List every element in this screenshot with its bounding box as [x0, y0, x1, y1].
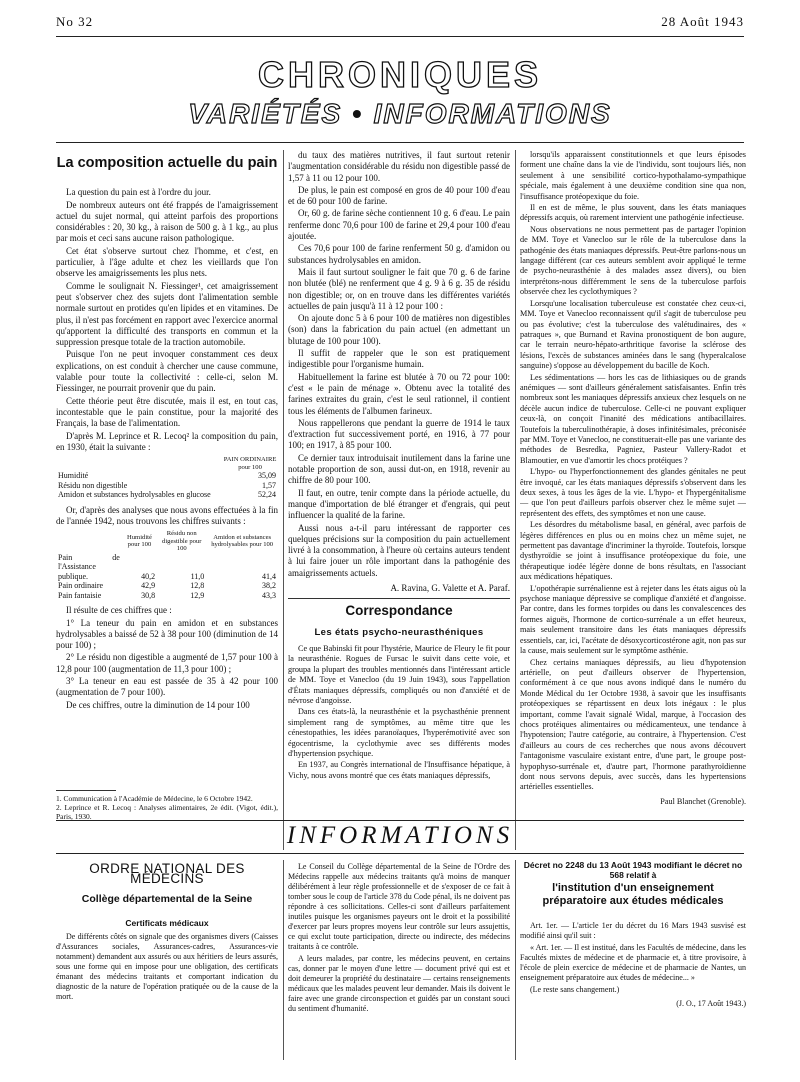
paragraph: Les sédimentations — hors les cas de lithiasiques ou de grands anémiques — sont d'ailleurs généralement satisfaisantes. Enfin très nombreux sont les maniaques dépressifs anxieux chez lesquels on ne décèle aucun indice de tuberculose. Celle-ci ne pouvant expliquer ceux-là, on conçoit l'inanité des médications antibacillaires. Toutefois la tuberculinothérapie, à doses infinitésimales, préconisée par MM. Toye et Vanecloo, ne constituerait-elle pas une variante des méthodes de Besredka, Pagniez, Pasteur Vallery-Radot et Blamoutier, en vue d'amortir les chocs protéiques ?	[520, 372, 746, 465]
issue-number: No 32	[56, 14, 94, 29]
paragraph: Puisque l'on ne peut invoquer constamment ces deux explications, on est conduit à chercher une cause commune, valable pour toute la collectivité : celle-ci, selon M. Fiessinger, ne pourrait provenir que du pain.	[56, 349, 278, 394]
paragraph: De ces chiffres, outre la diminution de 14 pour 100	[66, 699, 250, 710]
header-rule	[56, 36, 744, 37]
paragraph: Art. 1er. — L'article 1er du décret du 16 Mars 1943 susvisé est modifié ainsi qu'il suit :	[520, 921, 746, 940]
paragraph: L'opothérapie surrénalienne est à rejeter dans les états aigus où la psychose maniaque dépressive se complique d'anxiété et d'angoisse. Par contre, dans les formes torpides ou dans les convalescences des formes aiguës, l'hormone de cortico-surrénale a un effet heureux, mais seulement transitoire dans les états maniaques dépressifs essentiels, car, ici, l'acétate de désoxycorticostérone agit, non pas sur la cause, mais seulement sur le symptôme asthénie.	[520, 583, 746, 656]
paragraph: Cette théorie peut être discutée, mais il est, en tout cas, incontestable que le pain constitue, pour la majorité des Français, la base de l'alimentation.	[56, 395, 278, 429]
table-row: Pain de l'Assistance publique. 40,2 11,0 41,4	[58, 552, 276, 581]
footnote-rule	[56, 790, 116, 791]
informations-title: INFORMATIONS	[286, 822, 514, 849]
table-unit: pour 100	[238, 463, 262, 471]
masthead-rule	[56, 142, 744, 143]
section-rule	[56, 820, 744, 821]
paragraph: Il faut, en outre, tenir compte dans la période actuelle, du manque d'importation de blé étranger et d'engrais, qui peut influencer la qualité de la farine.	[288, 487, 510, 521]
article-bread-col1	[56, 150, 278, 780]
paragraph: La question du pain est à l'ordre du jour.	[66, 187, 211, 198]
table-row: Amidon et substances hydrolysables en glucose 52,24	[58, 490, 276, 500]
paragraph: Lorsqu'une localisation tuberculeuse est constatée chez ceux-ci, MM. Toye et Vanecloo reconnaissent qu'il s'agit de tuberculose peu ou pas évolutive; c'est la tuberculose des valétudinaires, des « patraques », que Burnand et Ravina pronostiquent de bon augure, car le terrain neuro-hépato-arthritique favorise la sclérose des lésions, l'excès de substances aminées dans le sang (hyperalcalose sanguine) s'oppose au développement du bacille de Koch.	[520, 298, 746, 371]
decree-source: (J. O., 17 Août 1943.)	[676, 999, 746, 1008]
masthead-title: CHRONIQUES	[257, 54, 543, 95]
section-subtitle: Les états psycho-neurasthéniques	[314, 626, 484, 638]
section-title: Correspondance	[288, 598, 510, 616]
paragraph: 1° La teneur du pain en amidon et en substances hydrolysables a baissé de 52 à 38 pour 100 (diminution de 14 pour 100) ;	[56, 617, 278, 651]
paragraph: Habituellement la farine est blutée à 70 ou 72 pour 100: c'est « le pain de ménage ». Obtenu avec la totalité des farines extraites du grain, c'est le seul rationnel, il contient tous les éléments de l'albumen farineux.	[288, 371, 510, 416]
decree-title: l'institution d'un enseignement préparatoire aux études médicales	[542, 882, 724, 907]
paragraph: Il résulte de ces chiffres que :	[66, 605, 172, 616]
onm-subtitle: Collège départemental de la Seine	[81, 893, 253, 905]
onm-section-title: Certificats médicaux	[125, 918, 209, 928]
paragraph: Chez certains maniaques dépressifs, au lieu d'hypotension artérielle, on peut d'ailleurs observer de l'hypertension, conformément à ce que nous avons indiqué dans le numéro du Monde Médical du 1er Octobre 1938, à savoir que les insuffisants protéopexiques se répartissent en deux lots inégaux : le plus important, comme l'avait signalé Widal, marque, à l'occasion des chocs protéiques alimentaires ou médicamenteux, une tendance à l'hypotension; l'autre catégorie, au contraire, à l'hypertension. C'est d'ailleurs au cours de ces recherches que nous avons découvert l'antagonisme vasculaire existant entre, d'une part, le groupe post-hypophyso-surrénale et, d'autre part, l'hormone parathyroïdienne dont nous servons depuis, avec succès, dans les hypertensions artérielles essentielles.	[520, 657, 746, 792]
footnote: 2. Leprince et R. Lecoq : Analyses alimentaires, 2e édit. (Vigot, édit.), Paris, 1930.	[56, 803, 278, 821]
paragraph: Il en est de même, le plus souvent, dans les états maniaques dépressifs acquis, où rarement intervient une pathogénie infectieuse.	[520, 203, 746, 223]
paragraph: Ce dernier taux introduisait inutilement dans la farine une notable proportion de son, aussi dut-on, en 1918, revenir au chiffre de 80 pour 100.	[288, 452, 510, 486]
table-row: Humidité 35,09	[58, 471, 276, 481]
paragraph: L'hypo- ou l'hyperfonctionnement des glandes génitales ne peut être invoqué, car les états maniaques dépressifs s'observent dans les deux sexes, à tous les âges de la vie. L'hypo- et l'hypergénitalisme — que l'on peut d'ailleurs parfois observer chez le même sujet — représentent des effets, des symptômes et non une cause.	[520, 467, 746, 518]
section-rule	[56, 853, 744, 854]
column-divider	[515, 150, 516, 850]
paragraph: (Le reste sans changement.)	[530, 985, 620, 994]
correspondance-signature: Paul Blanchet (Grenoble).	[660, 796, 746, 806]
decree-block	[520, 860, 746, 1009]
masthead	[0, 54, 800, 130]
table-row: Résidu non digestible 1,57	[58, 480, 276, 490]
paragraph: Nous rappellerons que pendant la guerre de 1914 le taux d'extraction fut successivement porté, en 1916, à 77 pour 100; en 1917, à 85 pour 100.	[288, 417, 510, 451]
column-divider	[283, 150, 284, 850]
paragraph: 2° Le résidu non digestible a augmenté de 1,57 pour 100 à 12,8 pour 100 (augmentation de 11,3 pour 100) ;	[56, 652, 278, 674]
column-divider	[283, 860, 284, 1060]
paragraph: Il suffit de rappeler que le son est pratiquement indigestible pour l'organisme humain.	[288, 348, 510, 370]
issue-date: 28 Août 1943	[661, 14, 744, 29]
paragraph: lorsqu'ils apparaissent constitutionnels et que leurs épisodes forment une chaîne dans la vie de l'individu, sont toujours liés, non seulement à une sensibilité cortico-hypothalamo-sympathique spéciale, mais également à une deuxième condition sine qua non, l'insuffisance protéopexique du foie.	[520, 150, 746, 201]
paragraph: On ajoute donc 5 à 6 pour 100 de matières non digestibles (son) dans la fabrication du pain actuel (en admettant un blutage de 100 pour 100).	[288, 313, 510, 346]
paragraph: Aussi nous a-t-il paru intéressant de rapporter ces quelques précisions sur la composition du pain actuellement livré à la consommation, à l'heure où certains auteurs tendent à lui faire jouer un rôle important dans la pathogénie des amaigrissements actuels.	[288, 522, 510, 578]
paragraph: De différents côtés on signale que des organismes divers (Caisses d'Assurances sociales, Assurances-cadres, Assurances-vie notamment) demandent aux assurés ou aux héritiers de leurs assurés, sous une forme qui en impose pour une obligation, des certificats émanant des médecins traitants et comportant indication du diagnostic de la nature de l'opération pratiquée ou de la cause de la mort.	[56, 932, 278, 1001]
footnote: 1. Communication à l'Académie de Médecine, le 6 Octobre 1942.	[56, 794, 253, 803]
correspondance-col3	[520, 150, 746, 810]
masthead-bullet: •	[352, 98, 364, 129]
column-divider	[515, 860, 516, 1060]
decree-heading: Décret no 2248 du 13 Août 1943 modifiant le décret no 568 relatif à	[523, 860, 743, 880]
paragraph: Le Conseil du Collège départemental de la Seine de l'Ordre des Médecins rappelle aux médecins traitants qu'à moins de manquer délibérément à leur règle professionnelle et de s'exposer de ce fait à tomber sous le coup de l'article 378 du Code pénal, ils ne doivent pas répondre à ces sollicitations. Celles-ci sont d'ailleurs parfaitement inutiles puisque les organismes payeurs ont le droit et la possibilité d'exercer par leurs propres moyens leur contrôle sur leurs assujettis, ce qui exclut toute participation, directe ou indirecte, des médecins traitants à ce contrôle.	[288, 862, 510, 951]
article-bread-col2	[288, 150, 510, 810]
paragraph: Comme le soulignait N. Fiessinger¹, cet amaigrissement peut s'observer chez des sujets dont l'alimentation semble normale surtout en protides qu'en lipides et en vitamines. De plus, il n'est pas forcément en rapport avec l'exercice anormal qu'apportent la difficulté des transports en commun et la suppression presque totale de la traction automobile.	[56, 280, 278, 348]
paragraph: En 1937, au Congrès international de l'Insuffisance hépatique, à Vichy, nous avons montré que ces états maniaques dépressifs,	[288, 760, 510, 780]
paragraph: Dans ces états-là, la neurasthénie et la psychasthénie prennent simplement rang de symptômes, au même titre que les cénestopathies, les idées paranoïaques, l'hyperémotivité avec son égocentrisme, la cyclothymie avec ses différents modes d'hypertension psychique.	[288, 707, 510, 758]
masthead-subtitle	[0, 98, 800, 130]
table-row: Pain fantaisie 30,8 12,9 43,3	[58, 590, 276, 600]
footnotes	[56, 790, 278, 821]
paragraph: Or, 60 g. de farine sèche contiennent 10 g. 6 d'eau. Le pain renferme donc 70,6 pour 100 de farine et 29,4 pour 100 d'eau ajoutée.	[288, 208, 510, 242]
paragraph: Nous observations ne nous permettent pas de partager l'opinion de MM. Toye et Vanecloo sur le rôle de la tuberculose dans la pathogénie des états maniaques dépressifs. Peut-être parlons-nous un langage différent (car ces auteurs semblent avoir appliqué le terme de psycho-neurasthénie à des malades assez divers), ou bien interprétons-nous différemment le sens de la tuberculose parfois observée chez les cyclothymiques ?	[520, 224, 746, 297]
paragraph: du taux des matières nutritives, il faut surtout retenir l'augmentation considérable du résidu non digestible passé de 1,57 à 11 ou 12 pour 100.	[288, 150, 510, 183]
onm-title: ORDRE NATIONAL DES MÉDECINS	[89, 861, 245, 886]
table-row: Pain ordinaire 42,9 12,8 38,2	[58, 581, 276, 591]
paragraph: Mais il faut surtout souligner le fait que 70 g. 6 de farine non blutée (blé) ne renferment que 4 g. 9 à 6 g. 35 de résidu non digestible; or, on en trouve dans les différentes variétés actuelles de pain jusqu'à 11 à 12 pour 100 :	[288, 266, 510, 311]
masthead-varietes: VARIÉTÉS	[188, 98, 343, 129]
composition-table-1942: Humidité pour 100 Résidu non digestible pour 100 Amidon et substances hydrolysables pour 100 Pain de l'Assistance publique. 40,2 11,0 41,4 Pain ordinaire 42,9 12,8 38,2 Pain fantaisie 30,8 12,9 43,3	[58, 530, 276, 600]
paragraph: A leurs malades, par contre, les médecins peuvent, en certains cas, donner par le moyen d'une lettre — document privé qui est et doit demeurer la propriété du destinataire — certains renseignements médicaux que les malades peuvent leur demander. Mais ils doivent le faire avec une grande circonspection et guidés par un constant souci du sentiment d'humanité.	[288, 954, 510, 1013]
paragraph: Ce que Babinski fit pour l'hystérie, Maurice de Fleury le fit pour la neurasthénie. Rogues de Fursac le suivit dans cette voie, et groupa la plupart des troubles mentionnés dans l'intéressant article de MM. Toye et Vanecloo (du 19 Juin 1943), sous l'appellation d'États maniaques dépressifs, compliqués ou non d'anxiété et de névrose d'angoisse.	[288, 643, 510, 705]
paragraph: 3° La teneur en eau est passée de 35 à 42 pour 100 (augmentation de 7 pour 100).	[56, 676, 278, 698]
onm-block	[56, 860, 278, 1004]
paragraph: Or, d'après des analyses que nous avons effectuées à la fin de l'année 1942, nous trouvons les chiffres suivants :	[56, 504, 278, 526]
paragraph: D'après M. Leprince et R. Lecoq² la composition du pain, en 1930, était la suivante :	[56, 430, 278, 452]
paragraph: De nombreux auteurs ont été frappés de l'amaigrissement actuel du sujet normal, qui atteint parfois des proportions considérables : 20, 30 kg., à raison de 500 g. à 1 kg., au plus par mois et ceci sans aucune raison pathologique.	[56, 199, 278, 244]
paragraph: Ces 70,6 pour 100 de farine renferment 50 g. d'amidon ou substances hydrolysables en amidon.	[288, 243, 510, 265]
article-signature: A. Ravina, G. Valette et A. Paraf.	[390, 582, 510, 593]
article-title: La composition actuelle du pain	[56, 155, 278, 171]
page-header	[56, 14, 744, 30]
paragraph: Les désordres du métabolisme basal, en général, avec parfois de légères différences en plus ou en moins chez un même sujet, ne permettent pas davantage d'incriminer la thyroïde. Toutefois, lorsque dysthyroïdie se joint à insuffisance protéopexique du foie, une thérapeutique iodée légère donne de bons résultats, en l'associant aux médications hépatiques.	[520, 520, 746, 582]
paragraph: Cet état s'observe surtout chez l'homme, et c'est, en particulier, à l'âge adulte et chez les vieillards que l'on observe les amaigrissements les plus nets.	[56, 245, 278, 279]
paragraph: De plus, le pain est composé en gros de 40 pour 100 d'eau et de 60 pour 100 de farine.	[288, 184, 510, 207]
masthead-informations: INFORMATIONS	[373, 98, 612, 129]
paragraph: « Art. 1er. — Il est institué, dans les Facultés de médecine, dans les Facultés mixtes de médecine et de pharmacie et, à titre provisoire, à l'école de plein exercice de médecine et de pharmacie de Nantes, un enseignement préparatoire aux études de médecine... »	[520, 943, 746, 982]
composition-table-1930	[56, 456, 278, 500]
table-header: PAIN ORDINAIRE	[223, 456, 277, 464]
onm-continued	[288, 862, 510, 1016]
